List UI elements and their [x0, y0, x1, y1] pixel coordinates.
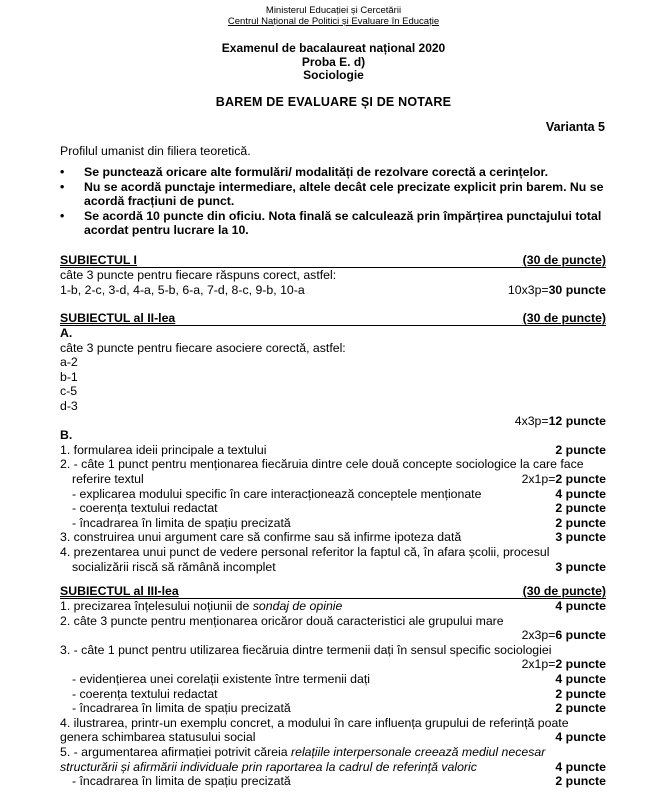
answers-line: 1-b, 2-c, 3-d, 4-a, 5-b, 6-a, 7-d, 8-c, 9-b, 10-a 10x3p=30 puncte	[60, 282, 606, 297]
item-2: 2. câte 3 puncte pentru menționarea oricăror două caracteristici ale grupului mare	[60, 613, 504, 628]
item-1: 1. precizarea înțelesului noțiunii de sondaj de opinie 4 puncte	[60, 599, 606, 613]
exam-title: Examenul de bacalaureat național 2020	[221, 41, 446, 55]
center-name: Centrul Național de Politici și Evaluare în Educație	[227, 16, 440, 27]
answer-item: a-2	[60, 355, 78, 370]
section-title: SUBIECTUL al III-lea	[60, 584, 179, 598]
exam-titles	[0, 42, 667, 83]
section-heading	[60, 585, 606, 599]
item-3-c: - încadrarea în limita de spațiu precizată 2 puncte	[72, 701, 606, 716]
item-b2-b: - coerența textului redactat 2 puncte	[72, 501, 606, 516]
item-5-cont: structurării și afirmării individuale prin raportarea la cadrul de referință valoric 4 puncte	[60, 759, 606, 774]
part-a-total: 4x3p=12 puncte	[514, 413, 606, 428]
answer-item: c-5	[60, 384, 78, 399]
section-line: câte 3 puncte pentru fiecare răspuns corect, astfel:	[60, 268, 337, 282]
section-title: SUBIECTUL al II-lea	[60, 311, 176, 325]
section-heading	[60, 312, 606, 326]
section-subiectul-3	[60, 585, 606, 789]
proba-title: Proba E. d)	[301, 54, 366, 69]
subject-title: Sociologie	[303, 68, 364, 82]
item-b3: 3. construirea unui argument care să confirme sau să infirme ipoteza dată 3 puncte	[60, 530, 606, 545]
section-subiectul-2	[60, 312, 606, 574]
item-b4-cont: socializării riscă să rămână incomplet 3 puncte	[72, 559, 606, 574]
answer-item: b-1	[60, 369, 78, 384]
section-subiectul-1	[60, 254, 606, 297]
item-2-total: 2x3p=6 puncte	[521, 628, 606, 643]
section-points: (30 de puncte)	[522, 584, 606, 598]
section-points: (30 de puncte)	[522, 253, 606, 267]
rule-item: • Nu se acordă punctaje intermediare, altele decât cele precizate explicit prin barem. Nu se acordă fracțiuni de punct.	[60, 180, 604, 208]
part-a-label: A.	[60, 326, 73, 340]
item-b1: 1. formularea ideii principale a textului 2 puncte	[60, 442, 606, 457]
item-3-total: 2x1p=2 puncte	[521, 657, 606, 672]
part-b-label: B.	[60, 428, 73, 443]
item-3: 3. - câte 1 punct pentru utilizarea fiecăruia dintre termenii dați în sensul specific sociologiei	[60, 642, 552, 657]
ministry-name: Ministerul Educației și Cercetării	[265, 5, 402, 16]
part-a-line: câte 3 puncte pentru fiecare asociere corectă, astfel:	[60, 340, 346, 355]
barem-title: BAREM DE EVALUARE ȘI DE NOTARE	[215, 95, 452, 109]
item-3-a: - evidențierea unei corelații existente între termenii dați 4 puncte	[72, 671, 606, 686]
item-4-cont: genera schimbarea statusului social 4 puncte	[60, 730, 606, 745]
grading-rules	[60, 165, 620, 238]
item-b2-cont: referire textul 2x1p=2 puncte	[72, 471, 606, 486]
section-title: SUBIECTUL I	[60, 253, 137, 267]
item-b4: 4. prezentarea unui punct de vedere personal referitor la faptul că, în afara școlii, procesul	[60, 544, 550, 559]
rule-item: • Se acordă 10 puncte din oficiu. Nota finală se calculează prin împărțirea punctajului total acordat pentru lucrare la 10.	[60, 209, 602, 237]
item-3-b: - coerența textului redactat 2 puncte	[72, 686, 606, 701]
answer-key: 1-b, 2-c, 3-d, 4-a, 5-b, 6-a, 7-d, 8-c, 9-b, 10-a	[60, 282, 305, 297]
item-5-b: - încadrarea în limita de spațiu precizată 2 puncte	[72, 774, 606, 789]
item-b2-a: - explicarea modului specific în care interacționează conceptele menționate 4 puncte	[72, 486, 606, 501]
document-header	[0, 5, 667, 27]
item-4: 4. ilustrarea, printr-un exemplu concret, a modului în care influența grupului de referință poate	[60, 715, 569, 730]
section-points: (30 de puncte)	[522, 311, 606, 325]
varianta-label: Varianta 5	[545, 120, 605, 134]
item-b2: 2. - câte 1 punct pentru menționarea fiecăruia dintre cele două concepte sociologice la care face	[60, 457, 584, 472]
item-b2-c: - încadrarea în limita de spațiu precizată 2 puncte	[72, 515, 606, 530]
item-5: 5. - argumentarea afirmației potrivit căreia relațiile interpersonale creează mediul necesar	[60, 744, 546, 759]
section-heading	[60, 254, 606, 268]
profile-line: Profilul umanist din filiera teoretică.	[60, 144, 251, 158]
answer-item: d-3	[60, 398, 78, 413]
rule-item: • Se punctează oricare alte formulări/ modalități de rezolvare corectă a cerințelor.	[60, 165, 549, 179]
